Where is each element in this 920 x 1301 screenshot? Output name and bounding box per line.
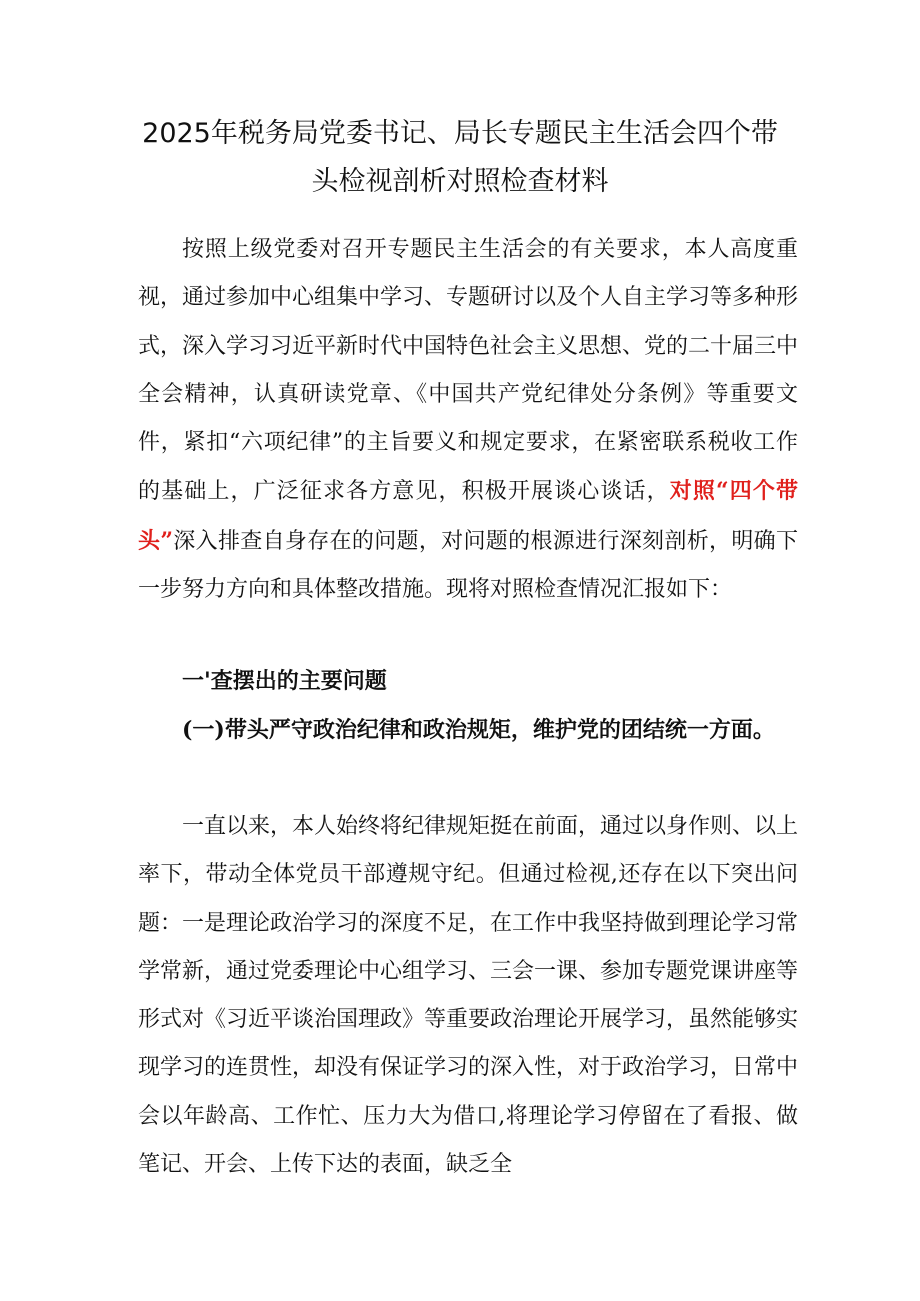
intro-text-part-2: 深入排查自身存在的问题，对问题的根源进行深刻剖析，明确下一步努力方向和具体整改措施。现将对照检查情况汇报如下： <box>138 528 798 603</box>
intro-paragraph <box>138 226 798 614</box>
section-1-heading: 一'查摆出的主要问题 <box>182 668 387 694</box>
intro-highlight: 对照“四个带头” <box>138 478 798 554</box>
intro-text-part-1: 按照上级党委对召开专题民主生活会的有关要求，本人高度重视，通过参加中心组集中学习、专题研讨以及个人自主学习等多种形式，深入学习习近平新时代中国特色社会主义思想、党的二十届三中全会精神，认真研读党章、《中国共产党纪律处分条例》等重要文件，紧扣“六项纪律”的主旨要义和规定要求，在紧密联系税收工作的基础上，广泛征求各方意见，积极开展谈心谈话， <box>138 237 799 505</box>
subsection-1-heading <box>138 706 798 754</box>
document-title-line-1: 2025年税务局党委书记、局长专题民主生活会四个带 <box>142 118 778 149</box>
paragraph-2: 一直以来，本人始终将纪律规矩挺在前面，通过以身作则、以上率下，带动全体党员干部遵规守纪。但通过检视,还存在以下突出问题：一是理论政治学习的深度不足，在工作中我坚持做到理论学习常学常新，通过党委理论中心组学习、三会一课、参加专题党课讲座等形式对《习近平谈治国理政》等重要政治理论开展学习，虽然能够实现学习的连贯性，却没有保证学习的深入性，对于政治学习，日常中会以年龄高、工作忙、压力大为借口,将理论学习停留在了看报、做笔记、开会、上传下达的表面，缺乏全 <box>138 814 799 1178</box>
subsection-1-heading-text: (一)带头严守政治纪律和政治规矩，维护党的团结统一方面。 <box>182 717 775 743</box>
document-title-line-2: 头检视剖析对照检查材料 <box>311 166 609 197</box>
